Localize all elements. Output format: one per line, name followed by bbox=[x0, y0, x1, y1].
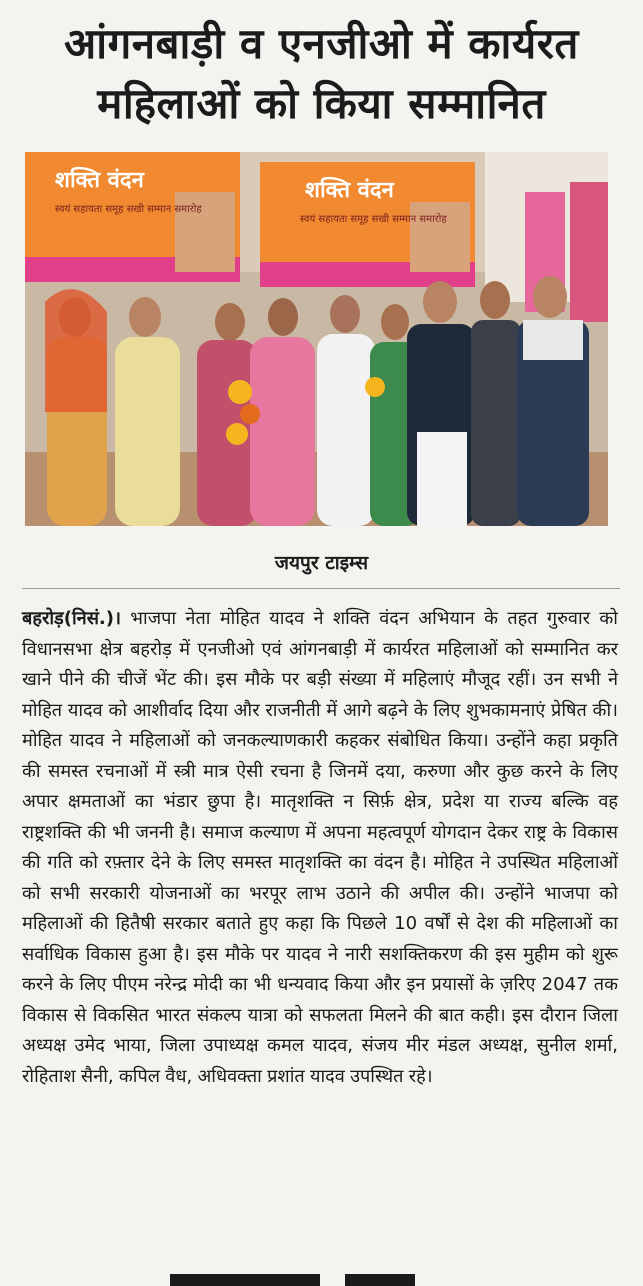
next-headline-fragment bbox=[170, 1262, 430, 1286]
banner-title-right: शक्ति वंदन bbox=[305, 177, 394, 203]
people-group bbox=[45, 276, 589, 526]
article-body bbox=[22, 604, 618, 1092]
byline-divider bbox=[22, 588, 620, 589]
banner-subtitle-right: स्वयं सहायता समूह सखी सम्मान समारोह bbox=[300, 214, 447, 225]
article-body-text: भाजपा नेता मोहित यादव ने शक्ति वंदन अभियान के तहत गुरुवार को विधानसभा क्षेत्र बहरोड़ में एनजीओ एवं आंगनबाड़ी में कार्यरत महिलाओं को सम्मानित कर खाने पीने की चीजें भेंट की। इस मौके पर बड़ी संख्या में महिलाएं मौजूद रहीं। उन सभी ने मोहित यादव को आशीर्वाद दिया और राजनीती में आगे बढ़ने के लिए शुभकामनाएं प्रेषित की। मोहित यादव ने महिलाओं को जनकल्याणकारी कहकर संबोधित किया। उन्होंने कहा प्रकृति की समस्त रचनाओं में स्त्री मात्र ऐसी रचना है जिनमें दया, करुणा और कुछ करने के लिए अपार क्षमताओं का भंडार छुपा है। मातृशक्ति न सिर्फ़ क्षेत्र, प्रदेश या राज्य बल्कि वह राष्ट्रशक्ति की भी जननी है। समाज कल्याण में अपना महत्वपूर्ण योगदान देकर राष्ट्र के विकास की गति को रफ़्तार देने के लिए समस्त मातृशक्ति का वंदन है। मोहित ने उपस्थित महिलाओं को सभी सरकारी योजनाओं का भरपूर लाभ उठाने की अपील की। उन्होंने भाजपा को महिलाओं की हितैषी सरकार बताते हुए कहा कि पिछले 10 वर्षों से देश की महिलाओं का सर्वाधिक विकास हुआ है। इस मौके पर यादव ने नारी सशक्तिकरण की इस मुहीम को शुरू करने के लिए पीएम नरेन्द्र मोदी का भी धन्यवाद किया और इन प्रयासों के ज़रिए 2047 तक विकास से विकसित भारत संकल्प यात्रा को सफलता मिलने की बात कही। इस दौरान जिला अध्यक्ष उमेद भाया, जिला उपाध्यक्ष कमल यादव, संजय मीर मंडल अध्यक्ष, सुनील शर्मा, रोहिताश सैनी, कपिल वैध, अधिवक्ता प्रशांत यादव उपस्थित रहे। bbox=[22, 608, 618, 1087]
headline-line-2: महिलाओं को किया सम्मानित bbox=[97, 79, 546, 128]
banner-title-left: शक्ति वंदन bbox=[55, 167, 144, 193]
headline-line-1: आंगनबाड़ी व एनजीओ में कार्यरत bbox=[64, 19, 579, 68]
news-photo bbox=[25, 152, 608, 526]
byline: जयपुर टाइम्स bbox=[274, 552, 369, 574]
headline bbox=[0, 14, 643, 134]
dateline: बहरोड़(निसं.)। bbox=[22, 608, 121, 629]
banner-subtitle-left: स्वयं सहायता समूह सखी सम्मान समारोह bbox=[55, 204, 202, 215]
